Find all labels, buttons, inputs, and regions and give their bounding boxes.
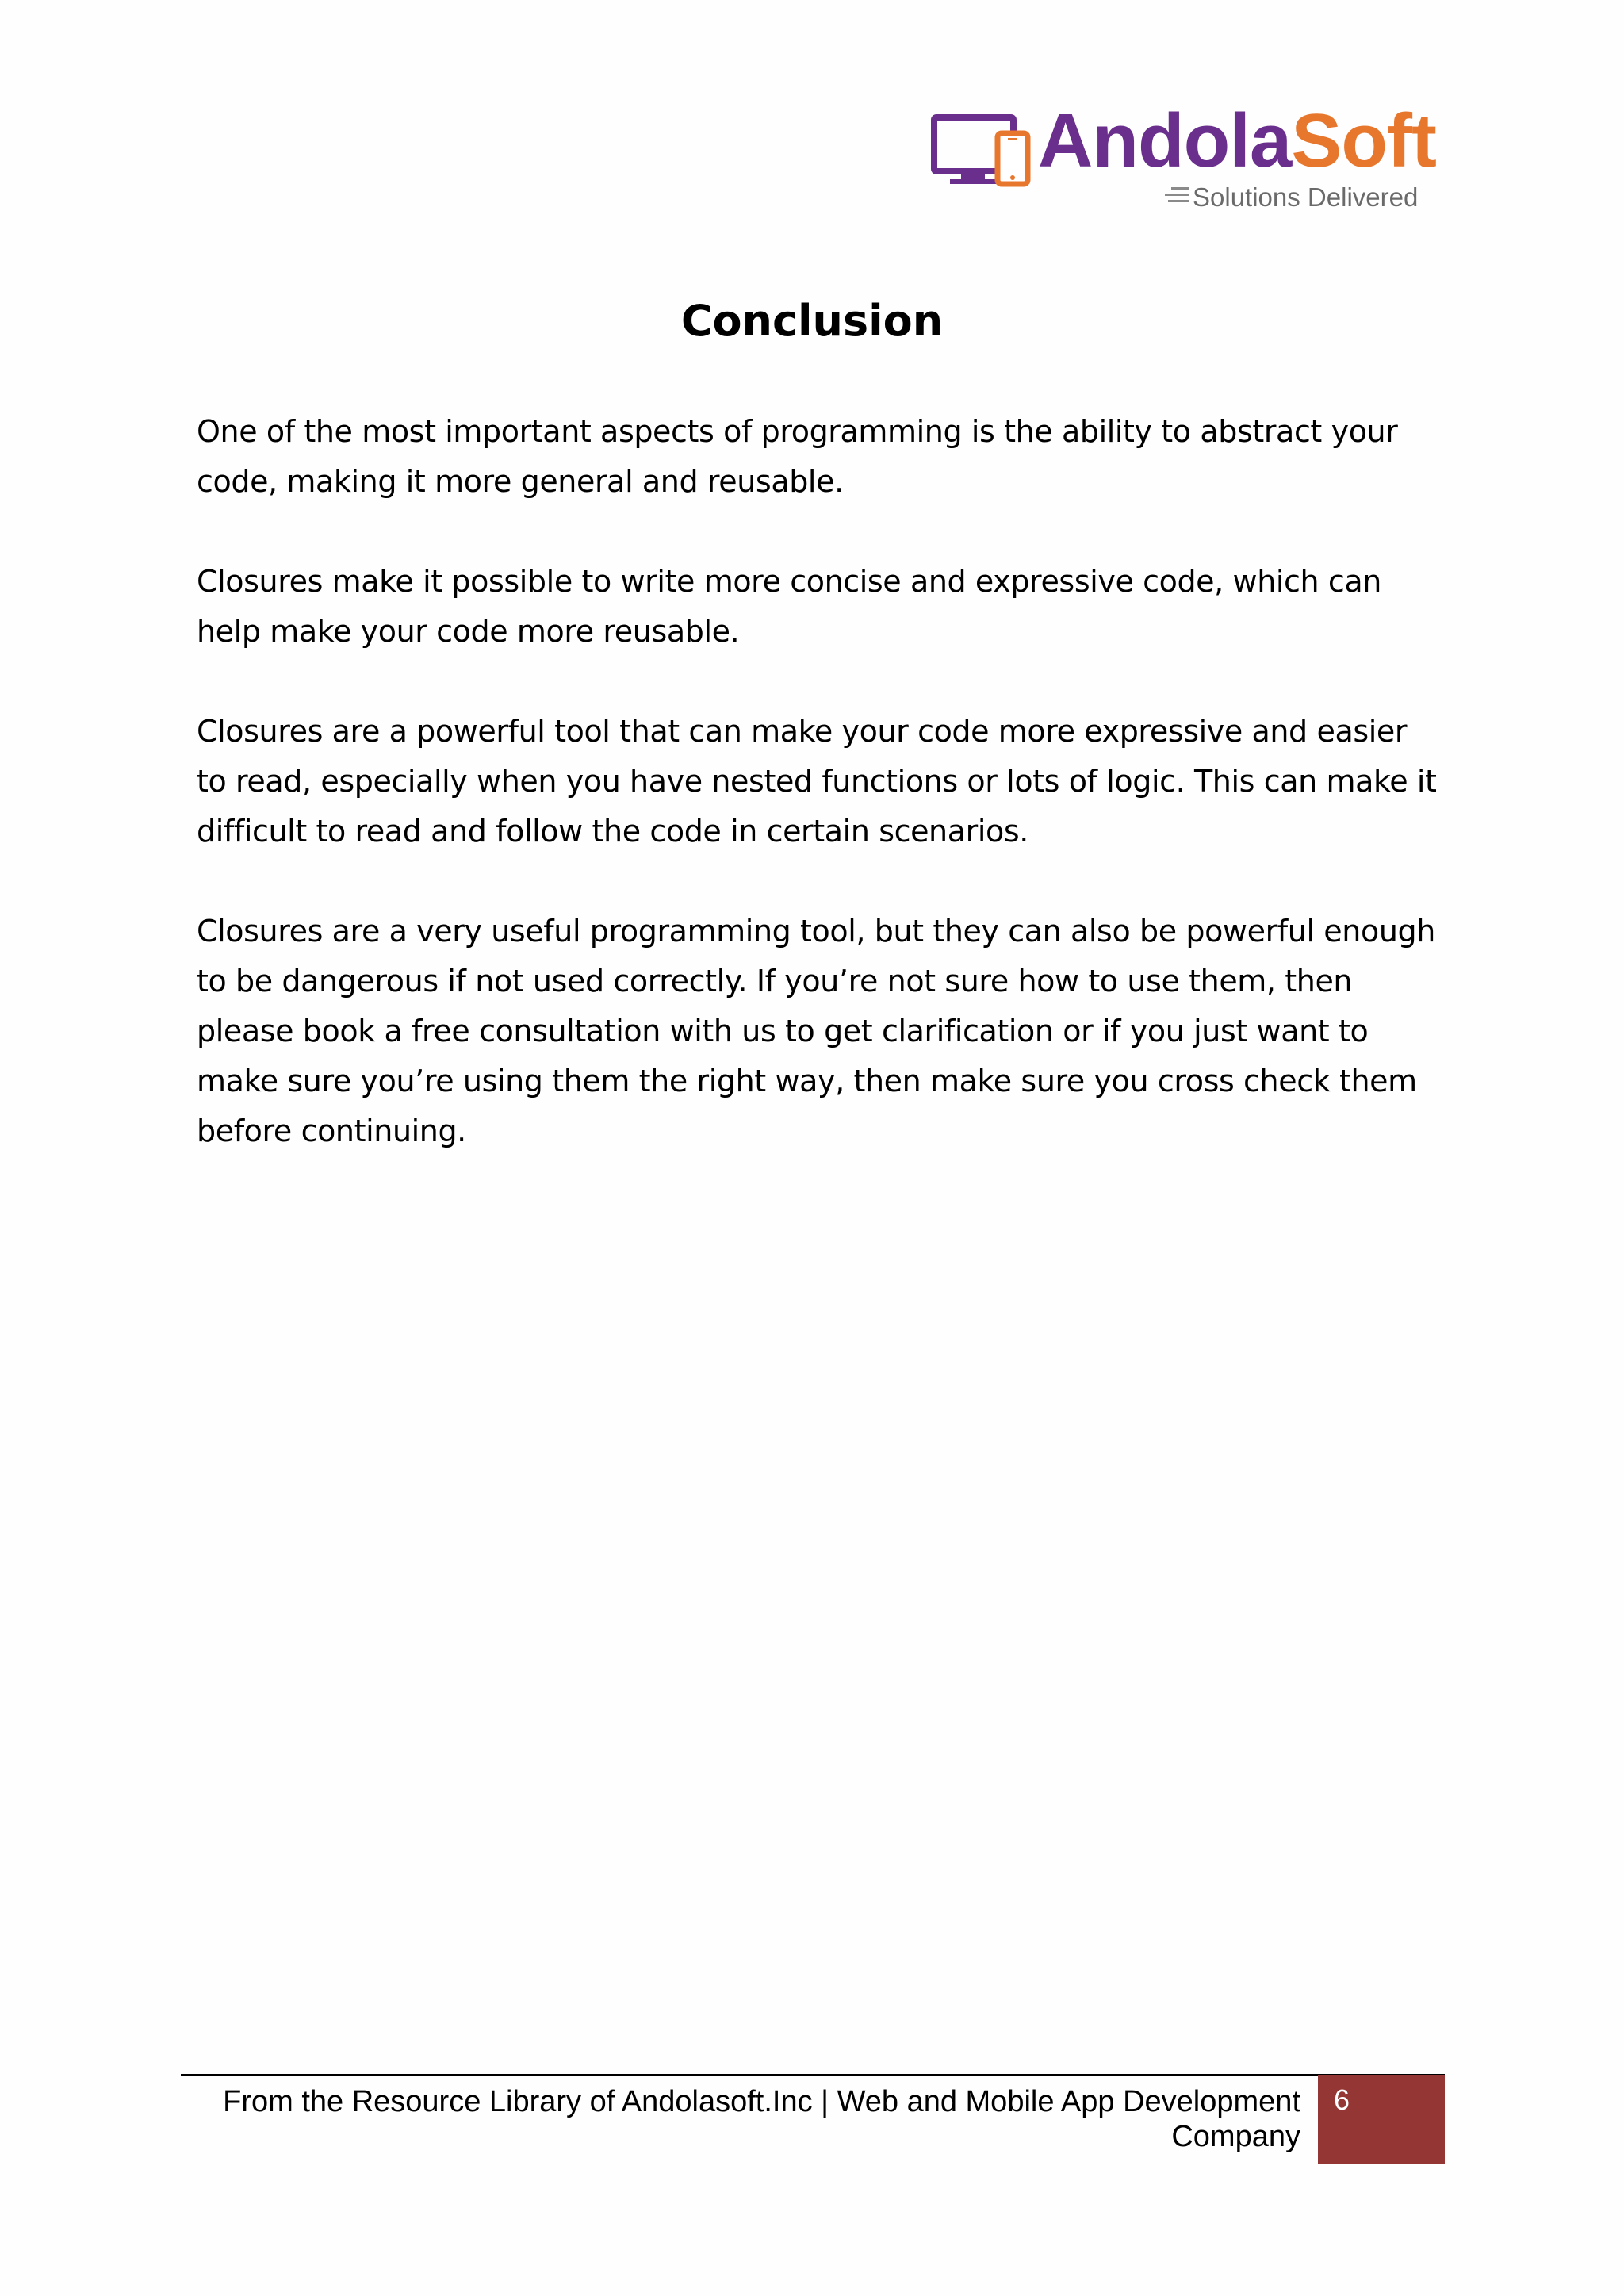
logo-brand-part2: Soft xyxy=(1291,98,1436,183)
page-number: 6 xyxy=(1334,2083,1350,2116)
paragraph: Closures are a very useful programming tool, but they can also be powerful enough to be dangerous if not used correctly. If you’re not sure how to use them, then please book a free consultation with us to get clarification or if you just want to make sure you’re using them the right way, then make sure you cross check them before continuing. xyxy=(197,914,1435,1148)
company-logo xyxy=(929,98,1436,214)
devices-icon xyxy=(929,111,1036,190)
paragraph: Closures make it possible to write more concise and expressive code, which can help make your code more reusable. xyxy=(197,564,1381,649)
paragraph: Closures are a powerful tool that can make your code more expressive and easier to read, especially when you have nested functions or lots of logic. This can make it difficult to read and follow the code in certain scenarios. xyxy=(197,714,1437,849)
body-content xyxy=(197,407,1442,1206)
logo-wordmark xyxy=(1038,98,1436,183)
footer-divider xyxy=(181,2074,1445,2076)
paragraph: One of the most important aspects of programming is the ability to abstract your code, making it more general and reusable. xyxy=(197,414,1398,499)
logo-brand-part1: Andola xyxy=(1038,98,1292,183)
page-number-box xyxy=(1318,2075,1445,2164)
logo-tagline: Solutions Delivered xyxy=(1193,182,1419,212)
page-title: Conclusion xyxy=(680,296,944,346)
footer-text: From the Resource Library of Andolasoft.Inc | Web and Mobile App Development Company xyxy=(223,2085,1300,2153)
tagline-lines-icon xyxy=(1163,187,1189,208)
